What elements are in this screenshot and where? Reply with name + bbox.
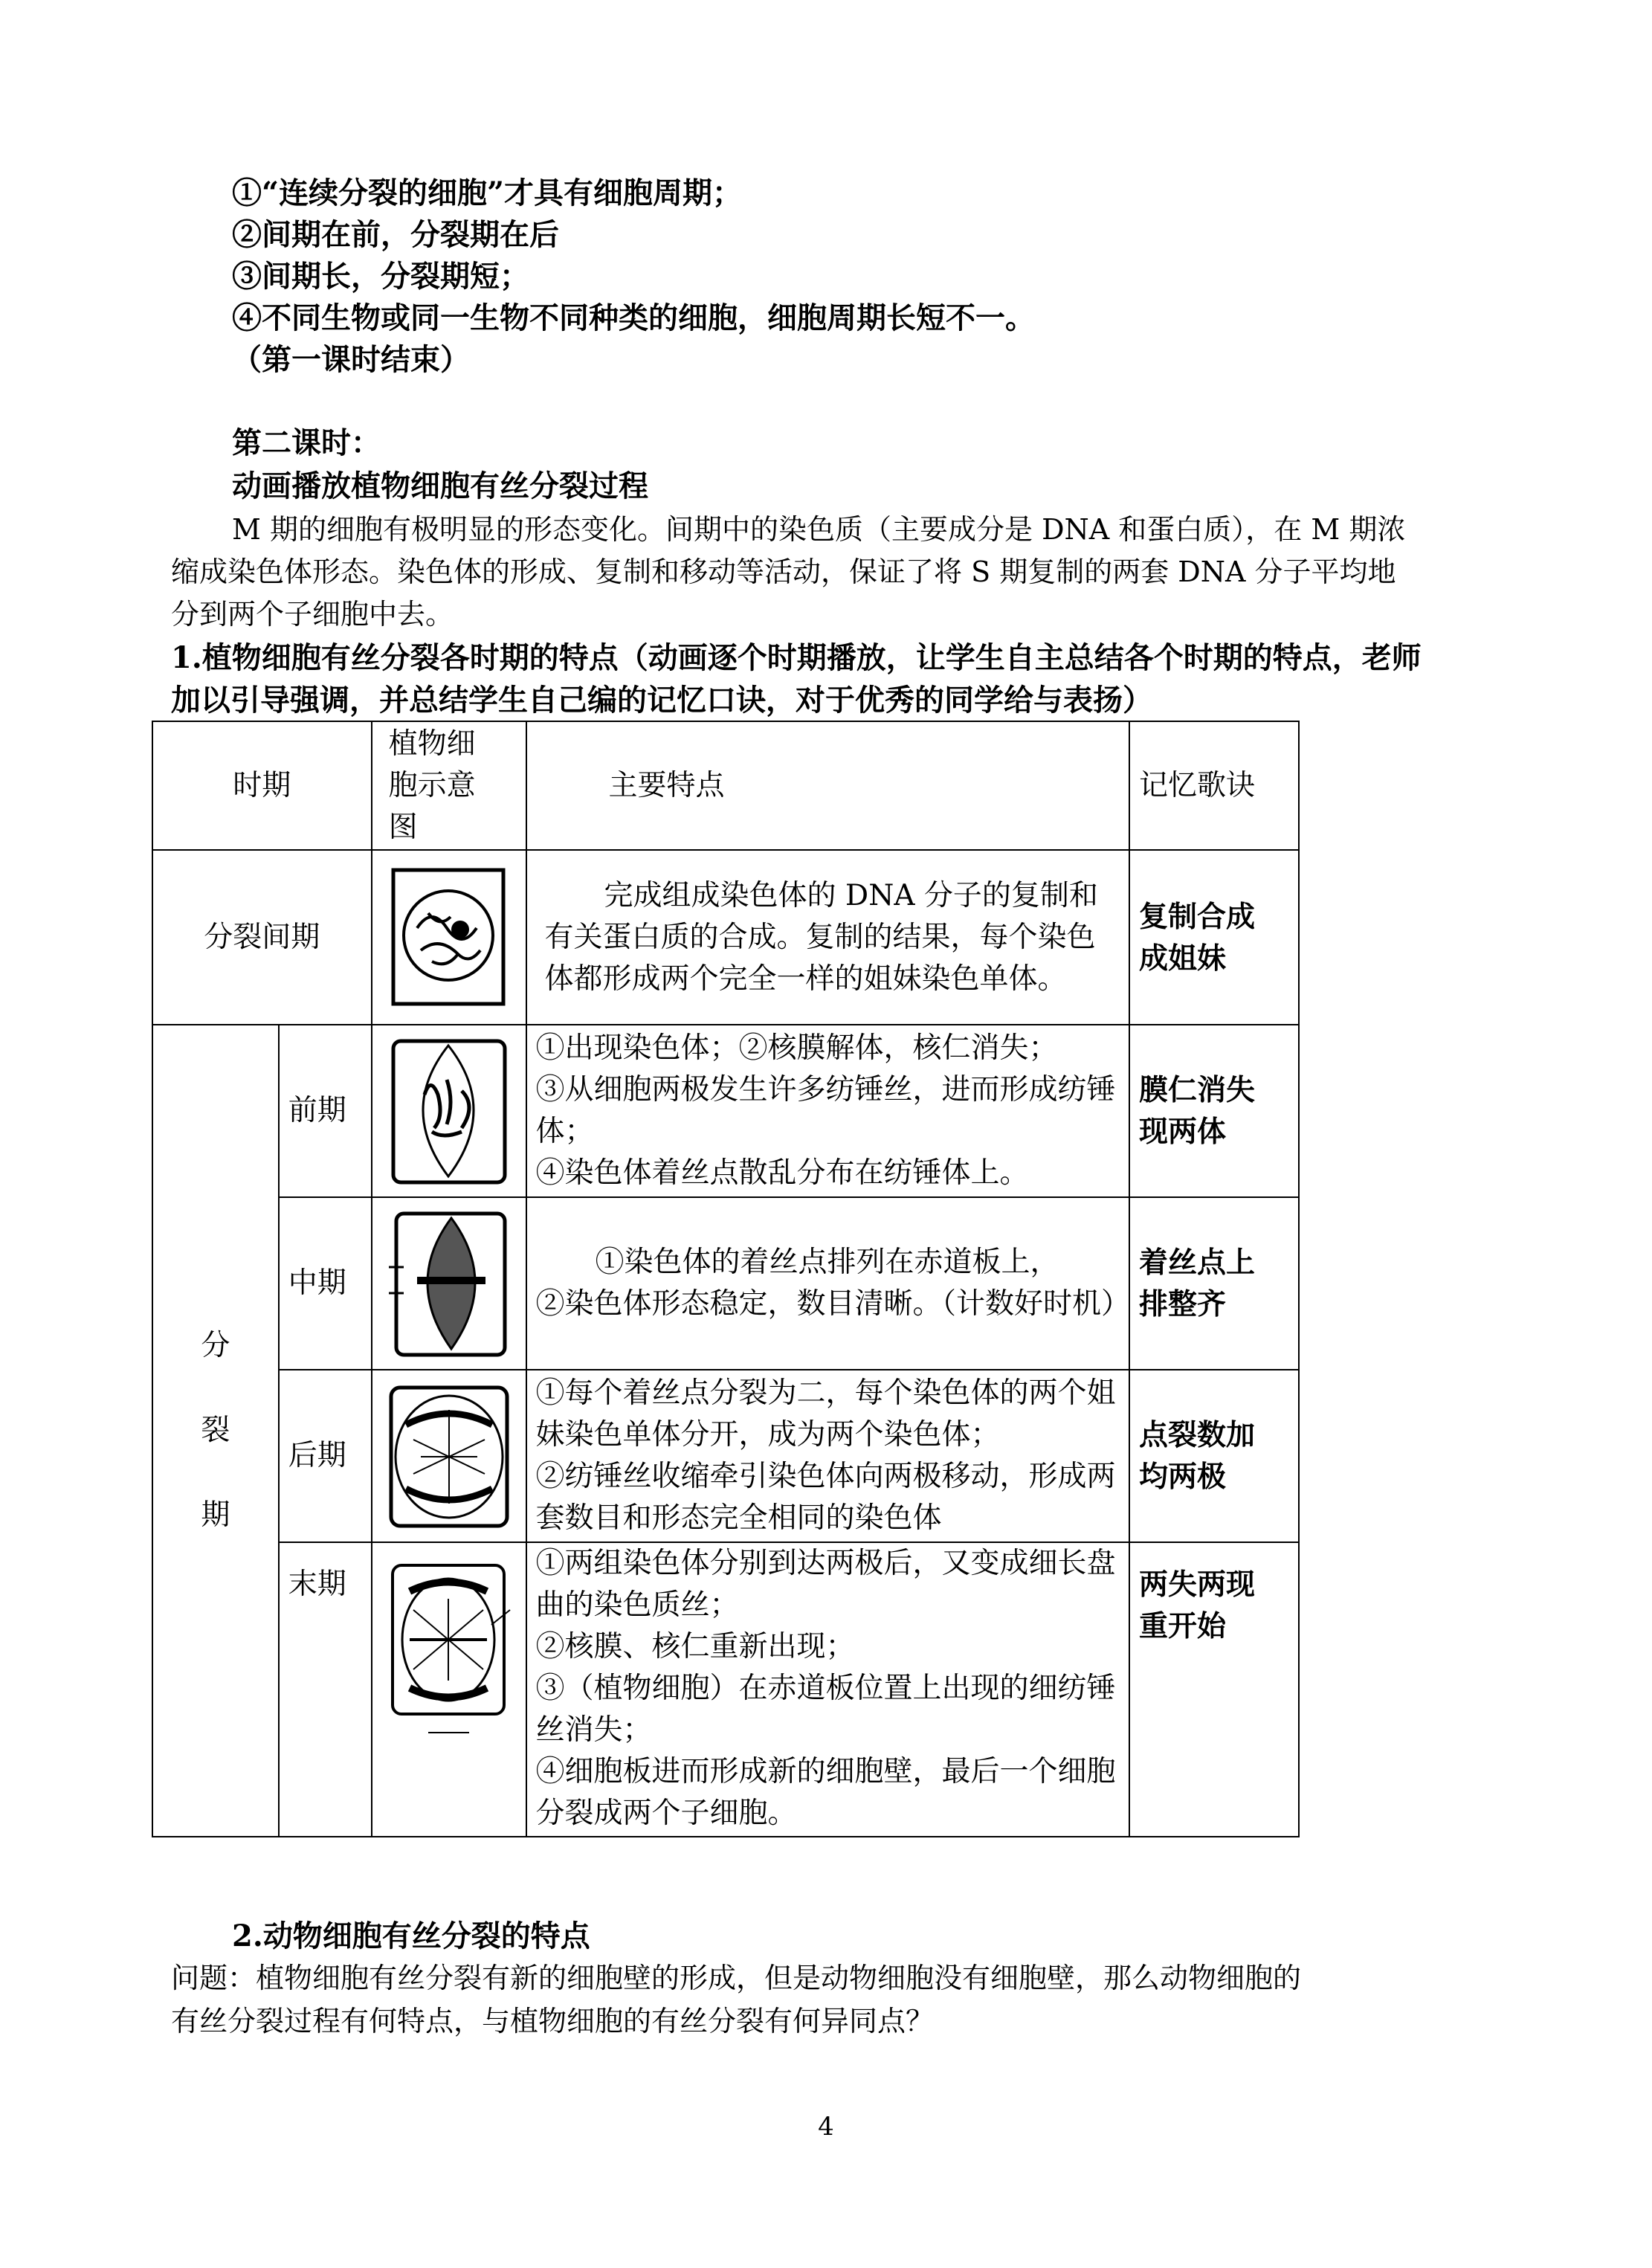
metaphase-cell-image bbox=[372, 1197, 526, 1370]
features-anaphase: ①每个着丝点分裂为二，每个染色体的两个姐妹染色单体分开，成为两个染色体； ②纺锤丝收缩牵引染色体向两极移动，形成两套数目和形态完全相同的染色体 bbox=[526, 1370, 1130, 1542]
table-header-row bbox=[152, 721, 1299, 850]
metaphase-cell-icon bbox=[387, 1208, 510, 1360]
prophase-cell-image bbox=[372, 1025, 526, 1197]
intro-point-3: ③间期长，分裂期短； bbox=[232, 259, 529, 294]
features-prophase: ①出现染色体；②核膜解体，核仁消失； ③从细胞两极发生许多纺锤丝，进而形成纺锤体； ④染色体着丝点散乱分布在纺锤体上。 bbox=[526, 1025, 1130, 1197]
header-mnemonic: 记忆歌诀 bbox=[1129, 721, 1299, 850]
prophase-cell-icon bbox=[387, 1035, 510, 1188]
interphase-cell-image bbox=[372, 850, 526, 1025]
table-row-prophase bbox=[152, 1025, 1299, 1197]
table-row-anaphase bbox=[152, 1370, 1299, 1542]
lesson2-para-line-1: M 期的细胞有极明显的形态变化。间期中的染色质（主要成分是 DNA 和蛋白质），在 M 期浓 bbox=[232, 513, 1406, 546]
mphase-label: 分 裂 期 bbox=[152, 1025, 279, 1837]
features-telophase: ①两组染色体分别到达两极后，又变成细长盘曲的染色质丝； ②核膜、核仁重新出现； ③（植物细胞）在赤道板位置上出现的细纺锤丝消失； ④细胞板进而形成新的细胞壁，最后一个细胞分裂成两个子细胞。 bbox=[526, 1542, 1130, 1837]
intro-point-2: ②间期在前，分裂期在后 bbox=[232, 217, 559, 252]
lesson2-subtitle: 动画播放植物细胞有丝分裂过程 bbox=[232, 468, 648, 503]
stage-name-telophase: 末期 bbox=[279, 1542, 372, 1837]
mnemonic-telophase: 两失两现重开始 bbox=[1129, 1542, 1299, 1837]
telophase-cell-image bbox=[372, 1542, 526, 1837]
section2-question-line-2: 有丝分裂过程有何特点，与植物细胞的有丝分裂有何异同点？ bbox=[171, 2005, 935, 2037]
table-row-interphase bbox=[152, 850, 1299, 1025]
lesson1-end-note: （第一课时结束） bbox=[232, 342, 470, 377]
interphase-cell-icon bbox=[387, 861, 510, 1014]
lesson2-title: 第二课时： bbox=[232, 425, 381, 460]
page-number: 4 bbox=[818, 2112, 834, 2142]
table-row-telophase bbox=[152, 1542, 1299, 1837]
telophase-cell-icon bbox=[384, 1558, 514, 1744]
stage-name-prophase: 前期 bbox=[279, 1025, 372, 1197]
header-diagram: 植物细胞示意图 bbox=[372, 721, 526, 850]
lesson2-para-line-2: 缩成染色体形态。染色体的形成、复制和移动等活动，保证了将 S 期复制的两套 DNA 分子平均地 bbox=[171, 555, 1396, 588]
stage-name-interphase: 分裂间期 bbox=[152, 850, 372, 1025]
lesson2-para-line-3: 分到两个子细胞中去。 bbox=[171, 598, 454, 631]
anaphase-cell-icon bbox=[384, 1380, 514, 1533]
header-period: 时期 bbox=[152, 721, 372, 850]
mitosis-stage-table bbox=[152, 721, 1300, 1837]
section2-heading: 2.动物细胞有丝分裂的特点 bbox=[232, 1919, 590, 1953]
stage-name-anaphase: 后期 bbox=[279, 1370, 372, 1542]
section2-question-line-1: 问题：植物细胞有丝分裂有新的细胞壁的形成，但是动物细胞没有细胞壁，那么动物细胞的 bbox=[171, 1962, 1302, 1994]
features-interphase: 完成组成染色体的 DNA 分子的复制和有关蛋白质的合成。复制的结果，每个染色体都形成两个完全一样的姐妹染色单体。 bbox=[526, 850, 1130, 1025]
intro-point-1: ①“连续分裂的细胞”才具有细胞周期； bbox=[232, 175, 743, 210]
intro-point-4: ④不同生物或同一生物不同种类的细胞，细胞周期长短不一。 bbox=[232, 300, 1035, 335]
heading1-line-1: 1.植物细胞有丝分裂各时期的特点（动画逐个时期播放，让学生自主总结各个时期的特点，老师 bbox=[171, 640, 1422, 675]
features-metaphase: ①染色体的着丝点排列在赤道板上， ②染色体形态稳定，数目清晰。（计数好时机） bbox=[526, 1197, 1130, 1370]
mnemonic-anaphase: 点裂数加均两极 bbox=[1129, 1370, 1299, 1542]
heading1-line-2: 加以引导强调，并总结学生自己编的记忆口诀，对于优秀的同学给与表扬） bbox=[171, 683, 1152, 718]
mnemonic-prophase: 膜仁消失现两体 bbox=[1129, 1025, 1299, 1197]
mnemonic-metaphase: 着丝点上排整齐 bbox=[1129, 1197, 1299, 1370]
mnemonic-interphase: 复制合成成姐妹 bbox=[1129, 850, 1299, 1025]
header-features: 主要特点 bbox=[526, 721, 1130, 850]
anaphase-cell-image bbox=[372, 1370, 526, 1542]
table-row-metaphase bbox=[152, 1197, 1299, 1370]
stage-name-metaphase: 中期 bbox=[279, 1197, 372, 1370]
